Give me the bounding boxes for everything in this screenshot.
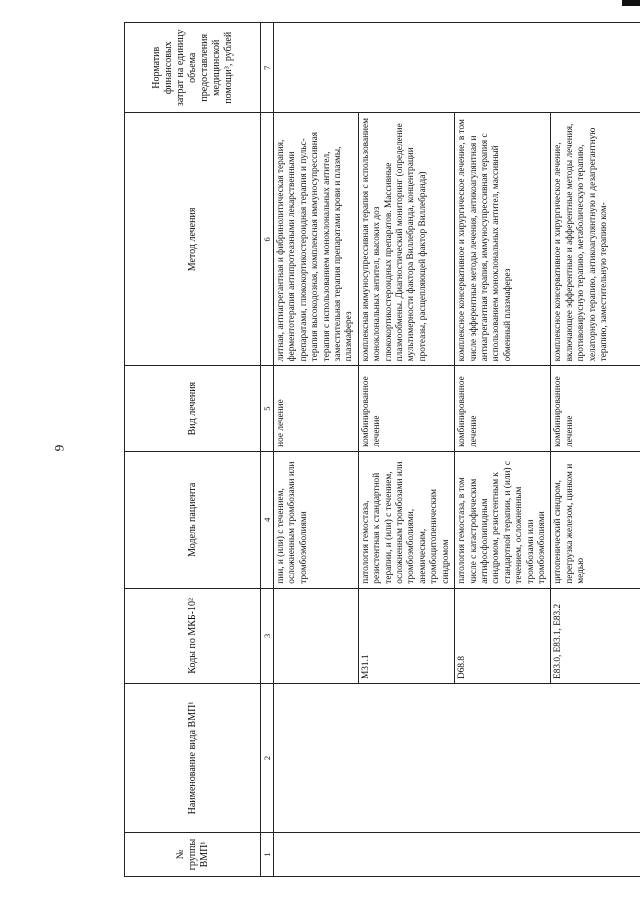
header-patient-model: Модель пациента — [125, 451, 261, 588]
corner-mark — [622, 0, 640, 6]
table-header-row — [125, 23, 261, 877]
treatment-type-cell: комбинированное лечение — [455, 366, 551, 452]
table-row — [455, 23, 551, 877]
header-financial-norm: Норматив финансовых затрат на единицу объема предоставления медицинской помощи³, рублей — [125, 23, 261, 113]
icd-code-cell: D68.8 — [455, 588, 551, 683]
financial-norm-cell — [551, 23, 640, 113]
vmp-name-cell — [358, 683, 454, 832]
icd-code-cell — [274, 588, 359, 683]
icd-code-cell: M31.1 — [358, 588, 454, 683]
treatment-method-cell: литная, антиагрегантная и фибринолитическая терапия, ферментотерапия антипротеазными лекарственными препаратами, глюкокортикостероидная терапия и пульс-терапия высокодозная, комплексная иммуносупрессивная терапия с использованием моноклональных антител, заместительная терапия препаратами крови и плазмы, плазмаферез — [274, 113, 359, 366]
financial-norm-cell — [358, 23, 454, 113]
vmp-name-cell — [455, 683, 551, 832]
patient-model-cell: пии, и (или) с течением, осложненным тромбозами или тромбоэмболиями — [274, 451, 359, 588]
column-number-row — [261, 23, 274, 877]
financial-norm-cell — [455, 23, 551, 113]
treatment-type-cell: ное лечение — [274, 366, 359, 452]
treatment-method-cell: комплексная иммуносупрессивная терапия с использованием моноклональных антител, высоких доз глюкокортикостероидных препаратов. Массивные плазмообмены. Диагностический мониторинг (определение мультимерности фактора Виллебранда, концентрации протеазы, расщепляющей фактор Виллебранда) — [358, 113, 454, 366]
patient-model-cell: патология гемостаза, в том числе с катастрофическим антифосфолипидным синдромом, резистентным к стандартной терапии, и (или) с течением, осложненным тромбозами или тромбоэмболиями — [455, 451, 551, 588]
header-vmp-name: Наименование вида ВМП¹ — [125, 683, 261, 832]
table-row — [274, 23, 359, 877]
treatment-type-cell: комбинированное лечение — [551, 366, 640, 452]
column-number: 7 — [261, 23, 274, 113]
page-number: 9 — [51, 444, 67, 452]
column-number: 5 — [261, 366, 274, 452]
header-icd-codes: Коды по МКБ-10² — [125, 588, 261, 683]
column-number: 2 — [261, 683, 274, 832]
financial-norm-cell — [274, 23, 359, 113]
column-number: 3 — [261, 588, 274, 683]
group-number-cell — [358, 833, 454, 877]
column-number: 4 — [261, 451, 274, 588]
treatment-type-cell: комбинированное лечение — [358, 366, 454, 452]
table-row — [358, 23, 454, 877]
group-number-cell — [274, 833, 359, 877]
icd-code-cell: E83.0, E83.1, E83.2 — [551, 588, 640, 683]
vmp-table — [124, 22, 640, 877]
column-number: 1 — [261, 833, 274, 877]
patient-model-cell: патология гемостаза, резистентная к стандартной терапии, и (или) с течением, осложненным тромбозами или тромбоэмболиями, анемическим, тромбоцитопеническим синдромом — [358, 451, 454, 588]
header-treatment-method: Метод лечения — [125, 113, 261, 366]
header-group-number: № группы ВМП¹ — [125, 833, 261, 877]
group-number-cell — [551, 833, 640, 877]
table-row — [551, 23, 640, 877]
patient-model-cell: цитопенический синдром, перегрузка железом, цинком и медью — [551, 451, 640, 588]
treatment-method-cell: комплексное консервативное и хирургическое лечение, включающее эфферентные и афферентные методы лечения, противовирусную терапию, метаболическую терапию, хелаторную терапию, антикоагулянтную и дезагрегантную терапию, заместительную терапию ком- — [551, 113, 640, 366]
column-number: 6 — [261, 113, 274, 366]
header-treatment-type: Вид лечения — [125, 366, 261, 452]
vmp-name-cell — [274, 683, 359, 832]
group-number-cell — [455, 833, 551, 877]
rotated-table-container — [124, 22, 629, 877]
treatment-method-cell: комплексное консервативное и хирургическое лечение, в том числе эфферентные методы лечения, антикоагулянтная и антиагрегантная терапия, иммуносупрессивная терапия с использованием моноклональных антител, массивный обменный плазмаферез — [455, 113, 551, 366]
vmp-name-cell — [551, 683, 640, 832]
